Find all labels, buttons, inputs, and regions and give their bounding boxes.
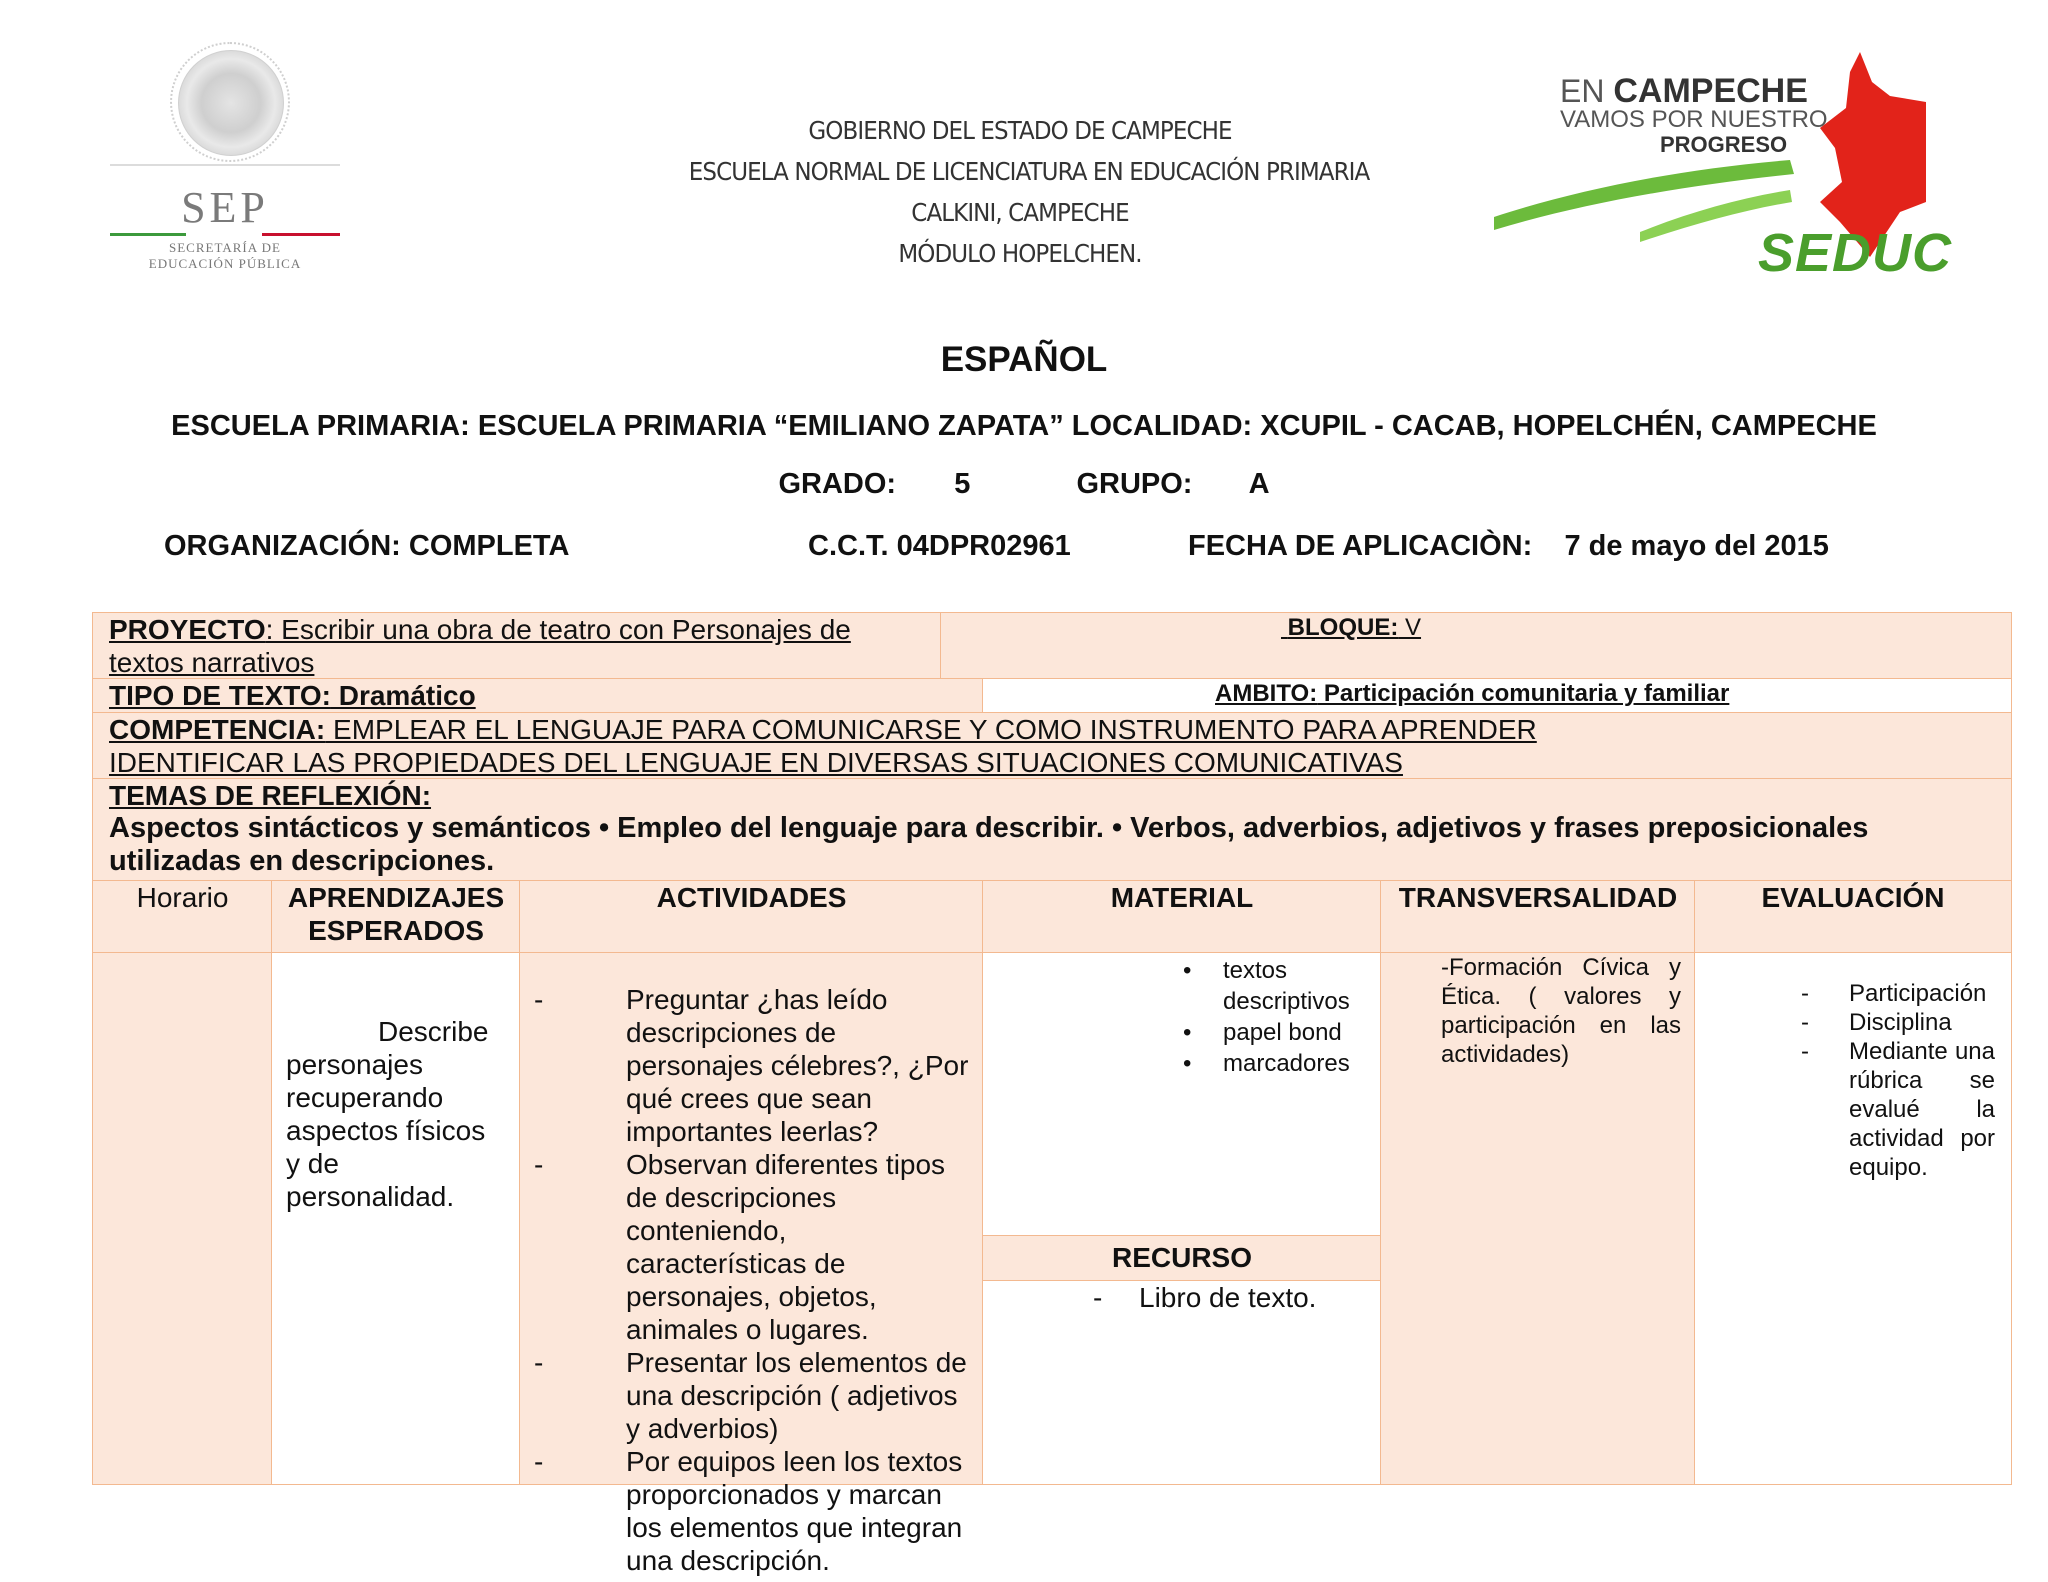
tipo-texto-cell: TIPO DE TEXTO: Dramático bbox=[92, 678, 984, 714]
recurso-header: RECURSO bbox=[982, 1235, 1382, 1282]
evaluacion-item: - Disciplina bbox=[1801, 1009, 1952, 1036]
seduc-logo bbox=[1490, 52, 1953, 292]
competencia-cell: COMPETENCIA: EMPLEAR EL LENGUAJE PARA COMUNICARSE Y COMO INSTRUMENTO PARA APRENDER IDENTIFICAR LAS PROPIEDADES DEL LENGUAJE EN DIVERSAS SITUACIONES COMUNICATIVAS bbox=[92, 712, 2012, 780]
subject-title: ESPAÑOL bbox=[940, 340, 1108, 379]
divider bbox=[110, 164, 340, 166]
material-cell bbox=[982, 952, 1382, 1237]
material-item: • papel bond bbox=[1183, 1017, 1371, 1048]
actividad-item: - Observan diferentes tipos de descripciones conteniendo, características de personajes, objetos, animales o lugares. bbox=[534, 1149, 946, 1345]
material-item: • marcadores bbox=[1183, 1048, 1371, 1079]
evaluacion-item: - Mediante una rúbrica se evalué la actividad por equipo. bbox=[1801, 1038, 1995, 1181]
ambito-cell: AMBITO: Participación comunitaria y familiar bbox=[982, 678, 2012, 714]
col-aprendizajes: APRENDIZAJES ESPERADOS bbox=[271, 880, 521, 954]
planning-table bbox=[92, 612, 2012, 1576]
proyecto-cell: PROYECTO: Escribir una obra de teatro con Personajes de textos narrativos bbox=[92, 612, 942, 680]
organizacion: ORGANIZACIÓN: COMPLETA bbox=[164, 530, 570, 562]
gov-line-1: GOBIERNO DEL ESTADO DE CAMPECHE bbox=[808, 116, 1232, 145]
seduc-progreso: PROGRESO bbox=[1660, 132, 1788, 157]
gov-line-4: MÓDULO HOPELCHEN. bbox=[898, 239, 1142, 268]
grupo-value: A bbox=[1248, 468, 1270, 500]
evaluacion-cell bbox=[1694, 952, 2012, 1485]
col-material: MATERIAL bbox=[982, 880, 1382, 954]
seduc-brand: SEDUC bbox=[1758, 223, 1953, 283]
sep-logo-text: SEP bbox=[181, 183, 269, 232]
seduc-en-campeche: EN CAMPECHE bbox=[1560, 72, 1808, 110]
evaluacion-item: - Participación bbox=[1801, 980, 1987, 1007]
transversalidad-cell: -Formación Cívica y Ética. ( valores y participación en las actividades) bbox=[1380, 952, 1696, 1485]
grupo-label: GRUPO: bbox=[1076, 468, 1193, 500]
national-seal-icon bbox=[178, 50, 284, 156]
col-transversalidad: TRANSVERSALIDAD bbox=[1380, 880, 1696, 954]
grado-grupo-line bbox=[0, 468, 2048, 501]
aprendizajes-cell: Describe personajes recuperando aspectos físicos y de personalidad. bbox=[271, 952, 521, 1485]
recurso-cell bbox=[982, 1280, 1382, 1485]
sep-logo bbox=[110, 50, 340, 280]
temas-reflexion-cell: TEMAS DE REFLEXIÓN: Aspectos sintácticos y semánticos • Empleo del lenguaje para describir. • Verbos, adverbios, adjetivos y frases preposicionales utilizadas en descripciones. bbox=[92, 778, 2012, 882]
fecha-aplicacion: FECHA DE APLICACIÒN: 7 de mayo del 2015 bbox=[1188, 530, 1829, 562]
actividad-item: - Por equipos leen los textos proporcionados y marcan los elementos que integran una descripción. bbox=[534, 1446, 963, 1576]
actividades-cell bbox=[519, 952, 984, 1576]
col-horario: Horario bbox=[92, 880, 273, 954]
material-item: • textos descriptivos bbox=[1183, 955, 1371, 1017]
col-evaluacion: EVALUACIÓN bbox=[1694, 880, 2012, 954]
gov-line-3: CALKINI, CAMPECHE bbox=[911, 198, 1129, 227]
flag-stripe bbox=[110, 233, 340, 236]
actividad-item: - Presentar los elementos de una descripción ( adjetivos y adverbios) bbox=[534, 1347, 967, 1444]
col-actividades: ACTIVIDADES bbox=[519, 880, 984, 954]
sep-logo-subtitle: SECRETARÍA DE EDUCACIÓN PÚBLICA bbox=[148, 240, 302, 271]
gov-line-2: ESCUELA NORMAL DE LICENCIATURA EN EDUCACIÓN PRIMARIA bbox=[688, 157, 1370, 186]
grado-value: 5 bbox=[954, 468, 971, 500]
government-header bbox=[688, 110, 1370, 274]
seduc-vamos: VAMOS POR NUESTRO bbox=[1560, 106, 1828, 133]
cct: C.C.T. 04DPR02961 bbox=[808, 530, 1071, 562]
school-line: ESCUELA PRIMARIA: ESCUELA PRIMARIA “EMILIANO ZAPATA” LOCALIDAD: XCUPIL - CACAB, HOPELCHÉN, CAMPECHE bbox=[171, 410, 1877, 442]
horario-cell bbox=[92, 952, 273, 1485]
recurso-item: - Libro de texto. bbox=[1093, 1282, 1317, 1313]
actividad-item: - Preguntar ¿has leído descripciones de personajes célebres?, ¿Por qué crees que sean importantes leerlas? bbox=[534, 984, 969, 1147]
grado-label: GRADO: bbox=[778, 468, 897, 500]
bloque-cell: BLOQUE: V bbox=[940, 612, 2012, 680]
